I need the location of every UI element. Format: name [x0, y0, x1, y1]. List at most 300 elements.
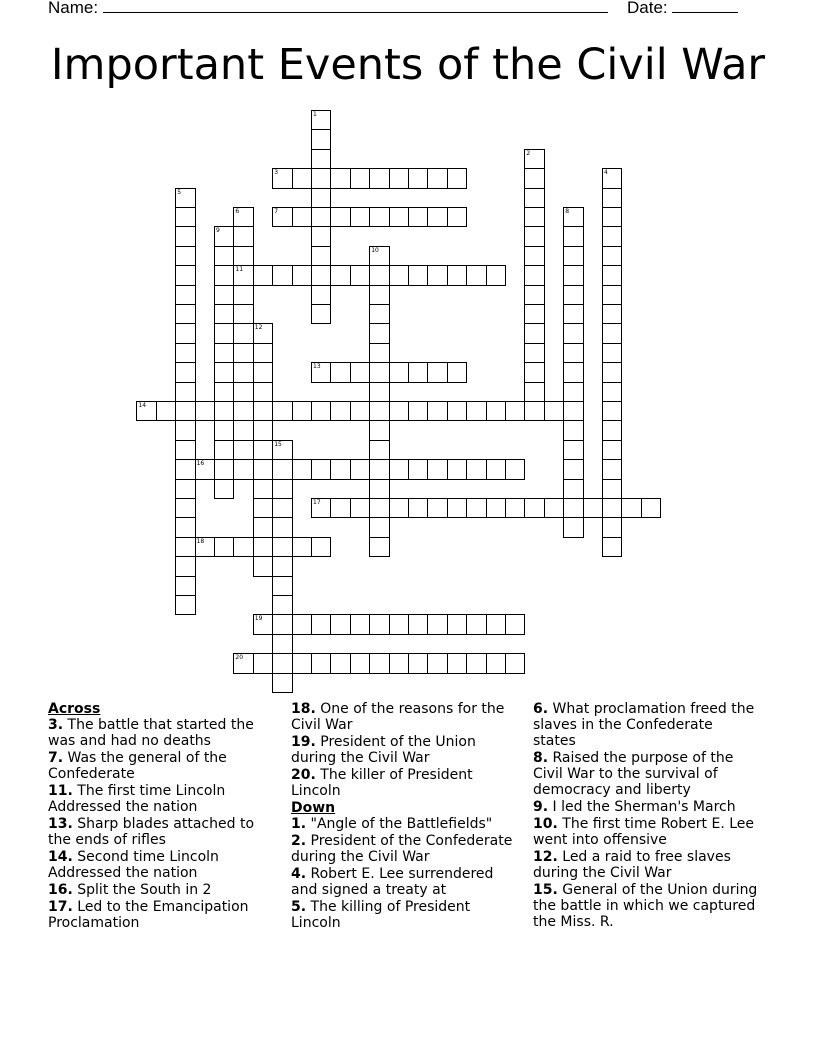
crossword-cell[interactable] [311, 110, 331, 130]
crossword-cell[interactable] [408, 614, 428, 634]
crossword-cell[interactable] [602, 362, 622, 382]
crossword-cell[interactable] [524, 168, 544, 188]
crossword-cell[interactable] [175, 304, 195, 324]
crossword-cell[interactable] [233, 285, 253, 305]
crossword-cell[interactable] [408, 401, 428, 421]
crossword-cell[interactable] [350, 459, 370, 479]
crossword-cell[interactable] [641, 498, 661, 518]
crossword-cell[interactable] [311, 614, 331, 634]
crossword-cell[interactable] [524, 246, 544, 266]
down-clue [533, 799, 758, 815]
crossword-cell[interactable] [563, 362, 583, 382]
crossword-cell[interactable] [524, 285, 544, 305]
crossword-cell[interactable] [621, 498, 641, 518]
crossword-cell[interactable] [408, 653, 428, 673]
clue-number: 19 [254, 615, 263, 623]
crossword-cell[interactable] [233, 343, 253, 363]
down-clue [533, 750, 758, 798]
crossword-cell[interactable] [311, 168, 331, 188]
crossword-cell[interactable] [369, 265, 389, 285]
crossword-cell[interactable] [175, 226, 195, 246]
crossword-cell[interactable] [272, 576, 292, 596]
crossword-cell[interactable] [311, 246, 331, 266]
crossword-cell[interactable] [447, 207, 467, 227]
crossword-cell[interactable] [253, 343, 273, 363]
crossword-cell[interactable] [272, 401, 292, 421]
crossword-cell[interactable] [369, 614, 389, 634]
crossword-cell[interactable] [369, 479, 389, 499]
crossword-cell[interactable] [253, 479, 273, 499]
crossword-cell[interactable] [524, 207, 544, 227]
crossword-cell[interactable] [175, 440, 195, 460]
crossword-cell[interactable] [369, 440, 389, 460]
crossword-cell[interactable] [272, 440, 292, 460]
crossword-cell[interactable] [427, 401, 447, 421]
crossword-cell[interactable] [350, 401, 370, 421]
clues-column-1 [48, 701, 270, 932]
crossword-cell[interactable] [214, 362, 234, 382]
crossword-cell[interactable] [330, 614, 350, 634]
crossword-cell[interactable] [175, 362, 195, 382]
crossword-cell[interactable] [602, 343, 622, 363]
crossword-cell[interactable] [214, 537, 234, 557]
crossword-cell[interactable] [389, 614, 409, 634]
crossword-cell[interactable] [272, 653, 292, 673]
crossword-cell[interactable] [272, 556, 292, 576]
crossword-cell[interactable] [563, 343, 583, 363]
crossword-cell[interactable] [427, 207, 447, 227]
crossword-cell[interactable] [175, 401, 195, 421]
crossword-cell[interactable] [563, 517, 583, 537]
crossword-cell[interactable] [350, 265, 370, 285]
crossword-cell[interactable] [253, 498, 273, 518]
crossword-cell[interactable] [447, 498, 467, 518]
crossword-cell[interactable] [233, 653, 253, 673]
crossword-cell[interactable] [505, 614, 525, 634]
crossword-cell[interactable] [486, 614, 506, 634]
crossword-cell[interactable] [563, 207, 583, 227]
crossword-cell[interactable] [175, 595, 195, 615]
crossword-cell[interactable] [389, 207, 409, 227]
name-blank[interactable] [103, 0, 608, 13]
crossword-cell[interactable] [602, 304, 622, 324]
crossword-cell[interactable] [602, 401, 622, 421]
crossword-cell[interactable] [233, 304, 253, 324]
crossword-cell[interactable] [563, 459, 583, 479]
crossword-cell[interactable] [253, 614, 273, 634]
crossword-cell[interactable] [214, 420, 234, 440]
crossword-cell[interactable] [311, 304, 331, 324]
crossword-cell[interactable] [175, 265, 195, 285]
crossword-cell[interactable] [350, 614, 370, 634]
date-field[interactable] [627, 0, 738, 18]
crossword-cell[interactable] [369, 459, 389, 479]
clue-num: 9. [533, 799, 549, 815]
crossword-cell[interactable] [544, 498, 564, 518]
crossword-cell[interactable] [272, 479, 292, 499]
crossword-cell[interactable] [408, 265, 428, 285]
crossword-cell[interactable] [602, 498, 622, 518]
crossword-cell[interactable] [253, 517, 273, 537]
clue-text: The first time Lincoln Addressed the nation [48, 783, 226, 815]
crossword-cell[interactable] [214, 265, 234, 285]
clue-text: I led the Sherman's March [552, 799, 736, 815]
crossword-cell[interactable] [427, 459, 447, 479]
crossword-cell[interactable] [369, 246, 389, 266]
crossword-cell[interactable] [292, 168, 312, 188]
crossword-cell[interactable] [233, 265, 253, 285]
crossword-cell[interactable] [175, 498, 195, 518]
crossword-cell[interactable] [369, 517, 389, 537]
crossword-cell[interactable] [563, 265, 583, 285]
down-clue [533, 849, 758, 881]
crossword-cell[interactable] [408, 362, 428, 382]
crossword-cell[interactable] [311, 149, 331, 169]
crossword-cell[interactable] [602, 323, 622, 343]
crossword-cell[interactable] [466, 401, 486, 421]
crossword-cell[interactable] [272, 265, 292, 285]
crossword-cell[interactable] [389, 265, 409, 285]
crossword-cell[interactable] [214, 459, 234, 479]
crossword-cell[interactable] [408, 168, 428, 188]
crossword-cell[interactable] [563, 323, 583, 343]
clue-num: 15. [533, 882, 558, 898]
crossword-cell[interactable] [563, 285, 583, 305]
crossword-cell[interactable] [583, 498, 603, 518]
crossword-cell[interactable] [369, 343, 389, 363]
crossword-cell[interactable] [369, 498, 389, 518]
crossword-cell[interactable] [175, 459, 195, 479]
clue-num: 18. [291, 701, 316, 717]
crossword-cell[interactable] [311, 537, 331, 557]
crossword-cell[interactable] [253, 323, 273, 343]
crossword-cell[interactable] [233, 537, 253, 557]
crossword-cell[interactable] [524, 362, 544, 382]
crossword-cell[interactable] [214, 479, 234, 499]
crossword-cell[interactable] [272, 673, 292, 693]
crossword-cell[interactable] [272, 168, 292, 188]
crossword-cell[interactable] [175, 246, 195, 266]
crossword-cell[interactable] [330, 265, 350, 285]
crossword-cell[interactable] [486, 401, 506, 421]
crossword-cell[interactable] [292, 614, 312, 634]
crossword-cell[interactable] [292, 265, 312, 285]
crossword-cell[interactable] [311, 265, 331, 285]
crossword-cell[interactable] [602, 459, 622, 479]
crossword-cell[interactable] [408, 498, 428, 518]
crossword-cell[interactable] [505, 459, 525, 479]
crossword-cell[interactable] [175, 517, 195, 537]
crossword-cell[interactable] [214, 226, 234, 246]
crossword-cell[interactable] [272, 517, 292, 537]
crossword-cell[interactable] [292, 653, 312, 673]
crossword-cell[interactable] [602, 226, 622, 246]
crossword-cell[interactable] [272, 614, 292, 634]
date-blank[interactable] [672, 0, 738, 13]
crossword-cell[interactable] [253, 459, 273, 479]
clue-num: 2. [291, 833, 307, 849]
crossword-cell[interactable] [253, 401, 273, 421]
crossword-cell[interactable] [447, 653, 467, 673]
crossword-cell[interactable] [369, 382, 389, 402]
crossword-cell[interactable] [311, 129, 331, 149]
crossword-cell[interactable] [311, 653, 331, 673]
crossword-cell[interactable] [214, 285, 234, 305]
clue-number: 14 [138, 402, 147, 409]
crossword-cell[interactable] [563, 246, 583, 266]
crossword-cell[interactable] [602, 517, 622, 537]
crossword-cell[interactable] [427, 265, 447, 285]
name-field[interactable] [48, 0, 608, 18]
crossword-cell[interactable] [447, 265, 467, 285]
crossword-cell[interactable] [214, 304, 234, 324]
crossword-cell[interactable] [195, 401, 215, 421]
down-clue [533, 816, 758, 848]
down-clue [291, 899, 516, 931]
crossword-cell[interactable] [408, 207, 428, 227]
crossword-cell[interactable] [330, 653, 350, 673]
crossword-cell[interactable] [311, 498, 331, 518]
down-clue [533, 882, 758, 930]
crossword-cell[interactable] [253, 420, 273, 440]
crossword-cell[interactable] [272, 459, 292, 479]
crossword-cell[interactable] [447, 362, 467, 382]
clue-num: 4. [291, 866, 307, 882]
crossword-cell[interactable] [272, 537, 292, 557]
crossword-cell[interactable] [369, 420, 389, 440]
across-clue [48, 717, 270, 749]
crossword-cell[interactable] [175, 537, 195, 557]
crossword-cell[interactable] [505, 653, 525, 673]
crossword-cell[interactable] [175, 207, 195, 227]
crossword-cell[interactable] [369, 285, 389, 305]
crossword-cell[interactable] [233, 226, 253, 246]
crossword-cell[interactable] [602, 440, 622, 460]
crossword-cell[interactable] [486, 498, 506, 518]
crossword-cell[interactable] [524, 323, 544, 343]
crossword-cell[interactable] [563, 440, 583, 460]
crossword-cell[interactable] [427, 362, 447, 382]
crossword-cell[interactable] [253, 362, 273, 382]
crossword-cell[interactable] [311, 188, 331, 208]
crossword-cell[interactable] [292, 207, 312, 227]
crossword-cell[interactable] [350, 653, 370, 673]
crossword-cell[interactable] [486, 459, 506, 479]
crossword-cell[interactable] [311, 401, 331, 421]
crossword-cell[interactable] [524, 265, 544, 285]
crossword-cell[interactable] [602, 265, 622, 285]
crossword-cell[interactable] [175, 323, 195, 343]
crossword-cell[interactable] [350, 207, 370, 227]
crossword-cell[interactable] [524, 498, 544, 518]
crossword-cell[interactable] [563, 382, 583, 402]
crossword-cell[interactable] [233, 382, 253, 402]
crossword-cell[interactable] [253, 556, 273, 576]
crossword-cell[interactable] [292, 401, 312, 421]
crossword-cell[interactable] [350, 168, 370, 188]
crossword-cell[interactable] [524, 304, 544, 324]
crossword-cell[interactable] [233, 420, 253, 440]
crossword-cell[interactable] [524, 149, 544, 169]
crossword-cell[interactable] [369, 537, 389, 557]
crossword-cell[interactable] [505, 401, 525, 421]
crossword-cell[interactable] [311, 285, 331, 305]
crossword-cell[interactable] [350, 362, 370, 382]
crossword-cell[interactable] [233, 207, 253, 227]
clue-text: Sharp blades attached to the ends of rifles [48, 816, 255, 848]
crossword-cell[interactable] [466, 265, 486, 285]
crossword-cell[interactable] [272, 207, 292, 227]
crossword-cell[interactable] [311, 362, 331, 382]
crossword-cell[interactable] [466, 653, 486, 673]
crossword-cell[interactable] [272, 634, 292, 654]
crossword-cell[interactable] [233, 459, 253, 479]
clue-text: One of the reasons for the Civil War [291, 701, 505, 733]
crossword-cell[interactable] [175, 576, 195, 596]
clue-number: 10 [371, 246, 379, 254]
crossword-cell[interactable] [253, 653, 273, 673]
crossword-cell[interactable] [602, 537, 622, 557]
crossword-cell[interactable] [427, 614, 447, 634]
crossword-cell[interactable] [602, 207, 622, 227]
crossword-cell[interactable] [447, 459, 467, 479]
crossword-cell[interactable] [486, 265, 506, 285]
down-heading: Down [291, 800, 336, 816]
crossword-cell[interactable] [350, 498, 370, 518]
crossword-cell[interactable] [602, 246, 622, 266]
crossword-cell[interactable] [156, 401, 176, 421]
crossword-cell[interactable] [389, 498, 409, 518]
crossword-cell[interactable] [466, 459, 486, 479]
crossword-cell[interactable] [447, 168, 467, 188]
crossword-cell[interactable] [427, 498, 447, 518]
crossword-cell[interactable] [563, 226, 583, 246]
crossword-cell[interactable] [330, 362, 350, 382]
clue-text: Raised the purpose of the Civil War to the survival of democracy and liberty [533, 750, 734, 798]
crossword-cell[interactable] [563, 420, 583, 440]
crossword-cell[interactable] [408, 459, 428, 479]
crossword-cell[interactable] [369, 304, 389, 324]
crossword-cell[interactable] [292, 537, 312, 557]
crossword-cell[interactable] [369, 653, 389, 673]
crossword-cell[interactable] [389, 459, 409, 479]
crossword-cell[interactable] [233, 362, 253, 382]
crossword-cell[interactable] [466, 614, 486, 634]
crossword-cell[interactable] [214, 401, 234, 421]
across-clue [48, 816, 270, 848]
crossword-cell[interactable] [602, 188, 622, 208]
clue-number: 3 [274, 169, 279, 177]
crossword-cell[interactable] [195, 537, 215, 557]
crossword-cell[interactable] [253, 440, 273, 460]
clue-number: 9 [216, 227, 220, 235]
crossword-cell[interactable] [233, 323, 253, 343]
crossword-cell[interactable] [272, 595, 292, 615]
crossword-cell[interactable] [486, 653, 506, 673]
crossword-cell[interactable] [369, 323, 389, 343]
clue-num: 13. [48, 816, 73, 832]
crossword-cell[interactable] [175, 188, 195, 208]
crossword-cell[interactable] [214, 246, 234, 266]
crossword-cell[interactable] [524, 226, 544, 246]
crossword-cell[interactable] [369, 207, 389, 227]
clue-number: 4 [604, 169, 608, 177]
crossword-cell[interactable] [563, 498, 583, 518]
crossword-cell[interactable] [447, 401, 467, 421]
crossword-cell[interactable] [214, 382, 234, 402]
crossword-cell[interactable] [466, 498, 486, 518]
crossword-cell[interactable] [602, 420, 622, 440]
crossword-cell[interactable] [330, 498, 350, 518]
crossword-cell[interactable] [253, 382, 273, 402]
crossword-cell[interactable] [389, 362, 409, 382]
crossword-cell[interactable] [602, 285, 622, 305]
crossword-cell[interactable] [563, 479, 583, 499]
crossword-cell[interactable] [602, 479, 622, 499]
clue-num: 17. [48, 899, 73, 915]
crossword-cell[interactable] [214, 323, 234, 343]
crossword-cell[interactable] [175, 382, 195, 402]
crossword-cell[interactable] [369, 401, 389, 421]
crossword-cell[interactable] [524, 401, 544, 421]
crossword-cell[interactable] [563, 304, 583, 324]
crossword-cell[interactable] [311, 226, 331, 246]
crossword-cell[interactable] [389, 653, 409, 673]
crossword-cell[interactable] [563, 401, 583, 421]
crossword-cell[interactable] [233, 401, 253, 421]
crossword-cell[interactable] [369, 362, 389, 382]
crossword-cell[interactable] [524, 188, 544, 208]
crossword-cell[interactable] [524, 382, 544, 402]
crossword-cell[interactable] [214, 440, 234, 460]
crossword-cell[interactable] [253, 265, 273, 285]
crossword-cell[interactable] [272, 498, 292, 518]
crossword-cell[interactable] [233, 246, 253, 266]
crossword-cell[interactable] [369, 168, 389, 188]
crossword-cell[interactable] [136, 401, 156, 421]
crossword-cell[interactable] [389, 168, 409, 188]
crossword-cell[interactable] [524, 343, 544, 363]
crossword-cell[interactable] [195, 459, 215, 479]
crossword-cell[interactable] [544, 401, 564, 421]
crossword-cell[interactable] [602, 382, 622, 402]
crossword-cell[interactable] [330, 401, 350, 421]
crossword-cell[interactable] [330, 168, 350, 188]
crossword-cell[interactable] [175, 285, 195, 305]
crossword-cell[interactable] [311, 459, 331, 479]
clue-num: 16. [48, 882, 73, 898]
crossword-cell[interactable] [330, 459, 350, 479]
crossword-cell[interactable] [505, 498, 525, 518]
crossword-cell[interactable] [427, 653, 447, 673]
crossword-cell[interactable] [214, 343, 234, 363]
clue-num: 8. [533, 750, 549, 766]
crossword-cell[interactable] [253, 537, 273, 557]
crossword-cell[interactable] [175, 479, 195, 499]
crossword-cell[interactable] [389, 401, 409, 421]
crossword-cell[interactable] [330, 207, 350, 227]
clue-text: President of the Confederate during the Civil War [291, 833, 513, 865]
crossword-cell[interactable] [602, 168, 622, 188]
crossword-cell[interactable] [292, 459, 312, 479]
crossword-cell[interactable] [427, 168, 447, 188]
crossword-cell[interactable] [175, 420, 195, 440]
crossword-cell[interactable] [175, 556, 195, 576]
crossword-cell[interactable] [447, 614, 467, 634]
across-clue [48, 750, 270, 782]
crossword-cell[interactable] [311, 207, 331, 227]
crossword-cell[interactable] [175, 343, 195, 363]
